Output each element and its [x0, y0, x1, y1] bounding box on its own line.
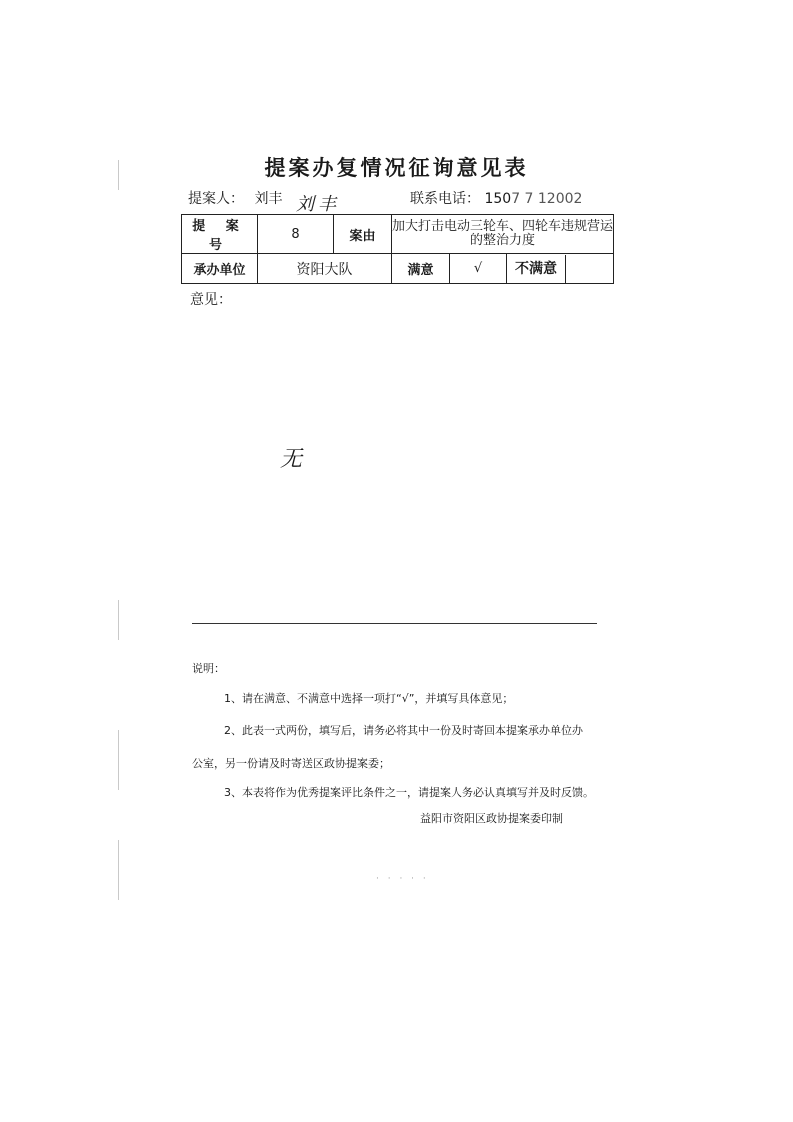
satisfied-label: 满意 [392, 254, 450, 284]
contact-value-obscured: 7 7 12002 [511, 191, 583, 207]
instruction-item: 公室，另一份请及时寄送区政协提案委； [192, 757, 390, 770]
proposal-number-value: 8 [258, 215, 334, 254]
form-title: 提案办复情况征询意见表 [264, 156, 529, 180]
proposal-number-label: 提 案 号 [182, 215, 258, 254]
subject-value: 加大打击电动三轮车、四轮车违规营运的整治力度 [392, 215, 614, 254]
instructions-heading: 说明： [192, 662, 225, 675]
opinion-bottom-line [192, 623, 597, 624]
table-row [182, 215, 614, 254]
proposer-signature: 刘丰 [296, 194, 340, 215]
opinion-handwritten: 无 [280, 447, 303, 472]
scan-specks: · · · · · [376, 874, 429, 884]
instruction-item: 1、请在满意、不满意中选择一项打“√”，并填写具体意见； [224, 692, 514, 705]
scan-margin-mark [118, 840, 119, 900]
contact-value: 150 [484, 191, 512, 207]
scan-margin-mark [118, 600, 119, 640]
opinion-label: 意见： [190, 292, 232, 308]
subject-label: 案由 [334, 215, 392, 254]
dissatisfied-label: 不满意 [507, 255, 566, 283]
scan-margin-mark [118, 730, 119, 790]
proposal-info-table [181, 214, 614, 284]
handler-label: 承办单位 [182, 254, 258, 284]
instruction-item: 2、此表一式两份，填写后，请务必将其中一份及时寄回本提案承办单位办 [224, 724, 583, 737]
table-row [182, 254, 614, 284]
contact-label: 联系电话： [410, 191, 480, 207]
dissatisfied-cell[interactable] [507, 254, 614, 284]
proposer-label: 提案人： [188, 191, 244, 207]
proposer-line [188, 188, 282, 208]
proposer-name: 刘丰 [254, 191, 283, 207]
contact-line [410, 188, 582, 208]
satisfied-check[interactable]: √ [450, 254, 507, 284]
publisher-line: 益阳市资阳区政协提案委印制 [420, 812, 563, 825]
instruction-item: 3、本表将作为优秀提案评比条件之一，请提案人务必认真填写并及时反馈。 [224, 786, 594, 799]
handler-value: 资阳大队 [258, 254, 392, 284]
